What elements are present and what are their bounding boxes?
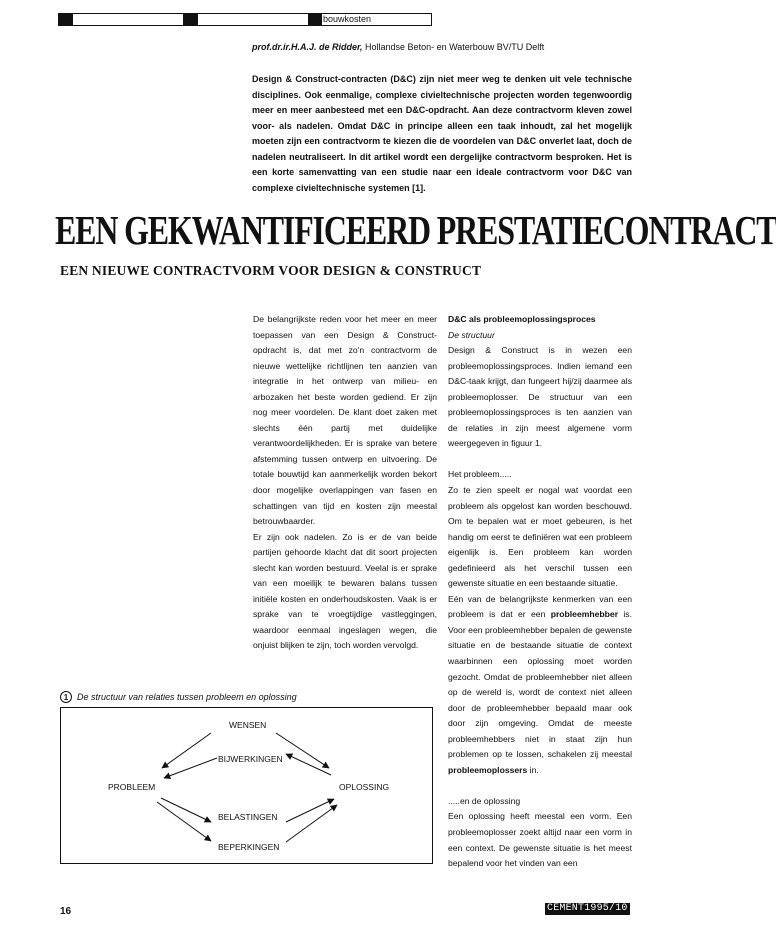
paragraph: Een oplossing heeft meestal een vorm. Een probleemoplosser zoekt altijd naar een vorm in een context. De gewenste situatie is het meest bepalend voor het vinden van een [448,811,632,869]
section-label: bouwkosten [323,14,372,24]
paragraph: Zo te zien speelt er nogal wat voordat een probleem als opgelost kan worden beschouwd. Om te bepalen wat er moet gebeuren, is het handig om eerst te definiëren wat een probleem eigenlijk is. Een probleem kan worden gedefinieerd als het verschil tussen een gewenste situatie en een bestaande situatie. [448,484,632,589]
author-affiliation: Hollandse Beton- en Waterbouw BV/TU Delft [362,42,545,52]
section-subheading: De structuur [448,329,495,340]
node-bijwerkingen: BIJWERKINGEN [218,754,283,764]
paragraph: Design & Construct is in wezen een probleemoplossingsproces. Indien iemand een D&C-taak krijgt, dan fungeert hij/zij daarmee als probleemoplosser. De structuur van een probleemoplossingsproces is ten aanzien van de relaties in zijn meest algemene vorm weergegeven in figuur 1. [448,345,632,449]
section-heading: D&C als probleemoplossingsproces [448,314,596,324]
page-number: 16 [60,906,72,917]
text-run: is. Voor een probleemhebber bepalen de gewenste situatie en de bestaande situatie de context waarbinnen een oplossing moet worden gezocht. Omdat de probleemhebber niet alleen op de wereld is, wordt de context niet alleen door de probleemhebber bepaald maar ook door zijn omgeving. Omdat de meeste probleemhebbers niet in staat zijn hun problemen op te lossen, schakelen zij meestal [448,609,632,760]
header-block [184,14,198,25]
body-column-left [253,312,437,654]
article-title: EEN GEKWANTIFICEERD PRESTATIECONTRACT [55,207,776,253]
paragraph-lead: Het probleem..... [448,469,512,480]
text-run: Eén van de belangrijkste kenmerken van een probleem is dat er een [448,593,632,620]
figure-caption [60,690,297,704]
arrow-belastingen-oplossing [286,799,334,822]
relation-diagram [60,707,433,864]
paragraph: De belangrijkste reden voor het meer en meer toepassen van een Design & Construct-opdracht is, dat met zo'n contractvorm de nieuwe wettelijke richtlijnen ten aanzien van integratie in het ontwerp van milieu- en arbozaken het beste worden gediend. Er zijn nog meer voordelen. De klant doet zaken met slechts één partij met duidelijke verantwoordelijkheden. Er is sprake van betere afstemming tussen ontwerp en uitvoering. De totale bouwtijd kan aanmerkelijk worden bekort door mogelijke overlappingen van fasen en schattingen van tijd en kosten zijn meestal betrouwbaarder. [253,314,437,527]
intro-paragraph: Design & Construct-contracten (D&C) zijn niet meer weg te denken uit vele technische disciplines. Ook eenmalige, complexe civieltechnische projecten worden tegenwoordig meer en meer aanbesteed met een D&C-opdracht. Aan deze contractvorm kleven zowel voor- als nadelen. Omdat D&C in principe alleen een taak inhoudt, zal het mogelijk moeten zijn een contractvorm te kiezen die de voordelen van D&C onverlet laat, doch de nadelen neutraliseert. In dit artikel wordt een dergelijke contractvorm besproken. Het is een korte samenvatting van een studie naar een ideale contractvorm voor D&C van complexe civieltechnische systemen [1]. [252,74,632,193]
byline [252,41,544,53]
text-run: in. [527,764,539,775]
arrow-wensen-oplossing [276,733,329,768]
article-subtitle: EEN NIEUWE CONTRACTVORM VOOR DESIGN & CONSTRUCT [60,263,482,278]
header-block [59,14,73,25]
section-header-bar [58,13,432,26]
figure-number: 1 [60,691,72,703]
node-oplossing: OPLOSSING [339,782,390,792]
node-belastingen: BELASTINGEN [218,812,278,822]
figure-caption-text: De structuur van relaties tussen probleem en oplossing [77,692,297,702]
paragraph: Er zijn ook nadelen. Zo is er de van beide partijen gehoorde klacht dat dit soort projecten slecht kan worden bestuurd. Veelal is er sprake van een moeilijk te bewaren balans tussen initiële kosten en onderhoudskosten. Vaak is er sprake van te vroegtijdige vastleggingen, waardoor eenmaal ingeslagen wegen, die onjuist blijken te zijn, toch worden vervolgd. [253,531,437,651]
header-block [308,14,322,25]
author-name: prof.dr.ir.H.A.J. de Ridder, [252,42,363,52]
emphasis-term: probleemoplossers [448,764,528,775]
arrow-beperkingen-oplossing [286,805,337,842]
magazine-issue: CEMENT1995/10 [547,903,628,914]
node-beperkingen: BEPERKINGEN [218,842,280,852]
body-column-right [448,312,632,872]
paragraph-lead: .....en de oplossing [448,795,521,806]
emphasis-term: probleemhebber [550,609,619,620]
node-wensen: WENSEN [229,720,267,730]
node-probleem: PROBLEEM [108,782,156,792]
arrow-probleem-beperkingen [157,802,211,841]
paragraph [448,592,632,779]
